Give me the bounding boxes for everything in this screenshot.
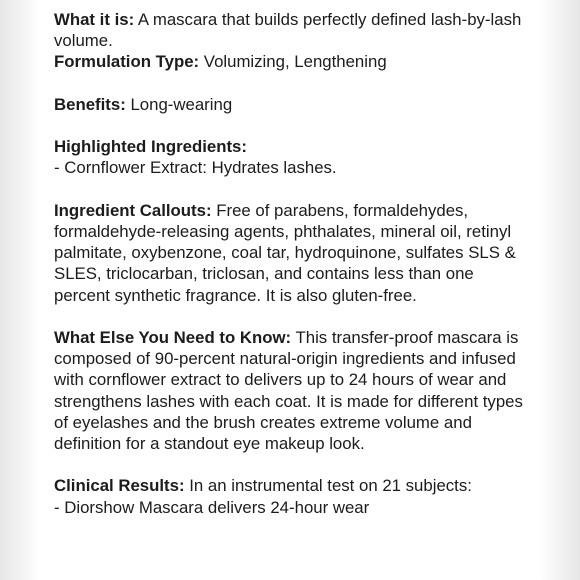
benefits-section — [54, 94, 532, 115]
what-else-section — [54, 327, 532, 454]
ingredient-callouts-label: Ingredient Callouts: — [54, 200, 212, 220]
formulation-type-section — [54, 51, 532, 72]
what-it-is-section — [54, 9, 532, 51]
benefits-label: Benefits: — [54, 94, 126, 114]
clinical-results-label: Clinical Results: — [54, 476, 185, 496]
what-else-label: What Else You Need to Know: — [54, 327, 292, 347]
clinical-results-text: In an instrumental test on 21 subjects: — [189, 476, 472, 496]
highlighted-ingredients-label: Highlighted Ingredients: — [54, 137, 247, 157]
highlighted-ingredients-section — [54, 136, 532, 178]
formulation-type-text: Volumizing, Lengthening — [203, 52, 387, 72]
what-it-is-label: What it is: — [54, 10, 135, 29]
formulation-type-label: Formulation Type: — [54, 52, 200, 72]
what-it-is-text: A mascara that builds perfectly defined lash-by-lash volume. — [54, 10, 522, 51]
what-else-text: This transfer-proof mascara is composed of 90-percent natural-origin ingredients and infused with cornflower extract to delivers up to 24 hours of wear and strengthens lashes with each coat. It is made for different types of eyelashes and the brush creates extreme volume and definition for a standout eye makeup look. — [54, 327, 523, 453]
ingredient-callouts-text: Free of parabens, formaldehydes, formaldehyde-releasing agents, phthalates, mineral oil, retinyl palmitate, oxybenzone, coal tar, hydroquinone, sulfates SLS & SLES, triclocarban, triclosan, and contains less than one percent synthetic fragrance. It is also gluten-free. — [54, 200, 516, 305]
benefits-text: Long-wearing — [130, 94, 233, 114]
clinical-results-section — [54, 475, 532, 517]
clinical-result-item: - Diorshow Mascara delivers 24-hour wear — [54, 497, 370, 517]
ingredient-callouts-section — [54, 200, 532, 306]
product-details-text — [54, 9, 532, 518]
highlighted-ingredient-item: - Cornflower Extract: Hydrates lashes. — [54, 158, 337, 178]
